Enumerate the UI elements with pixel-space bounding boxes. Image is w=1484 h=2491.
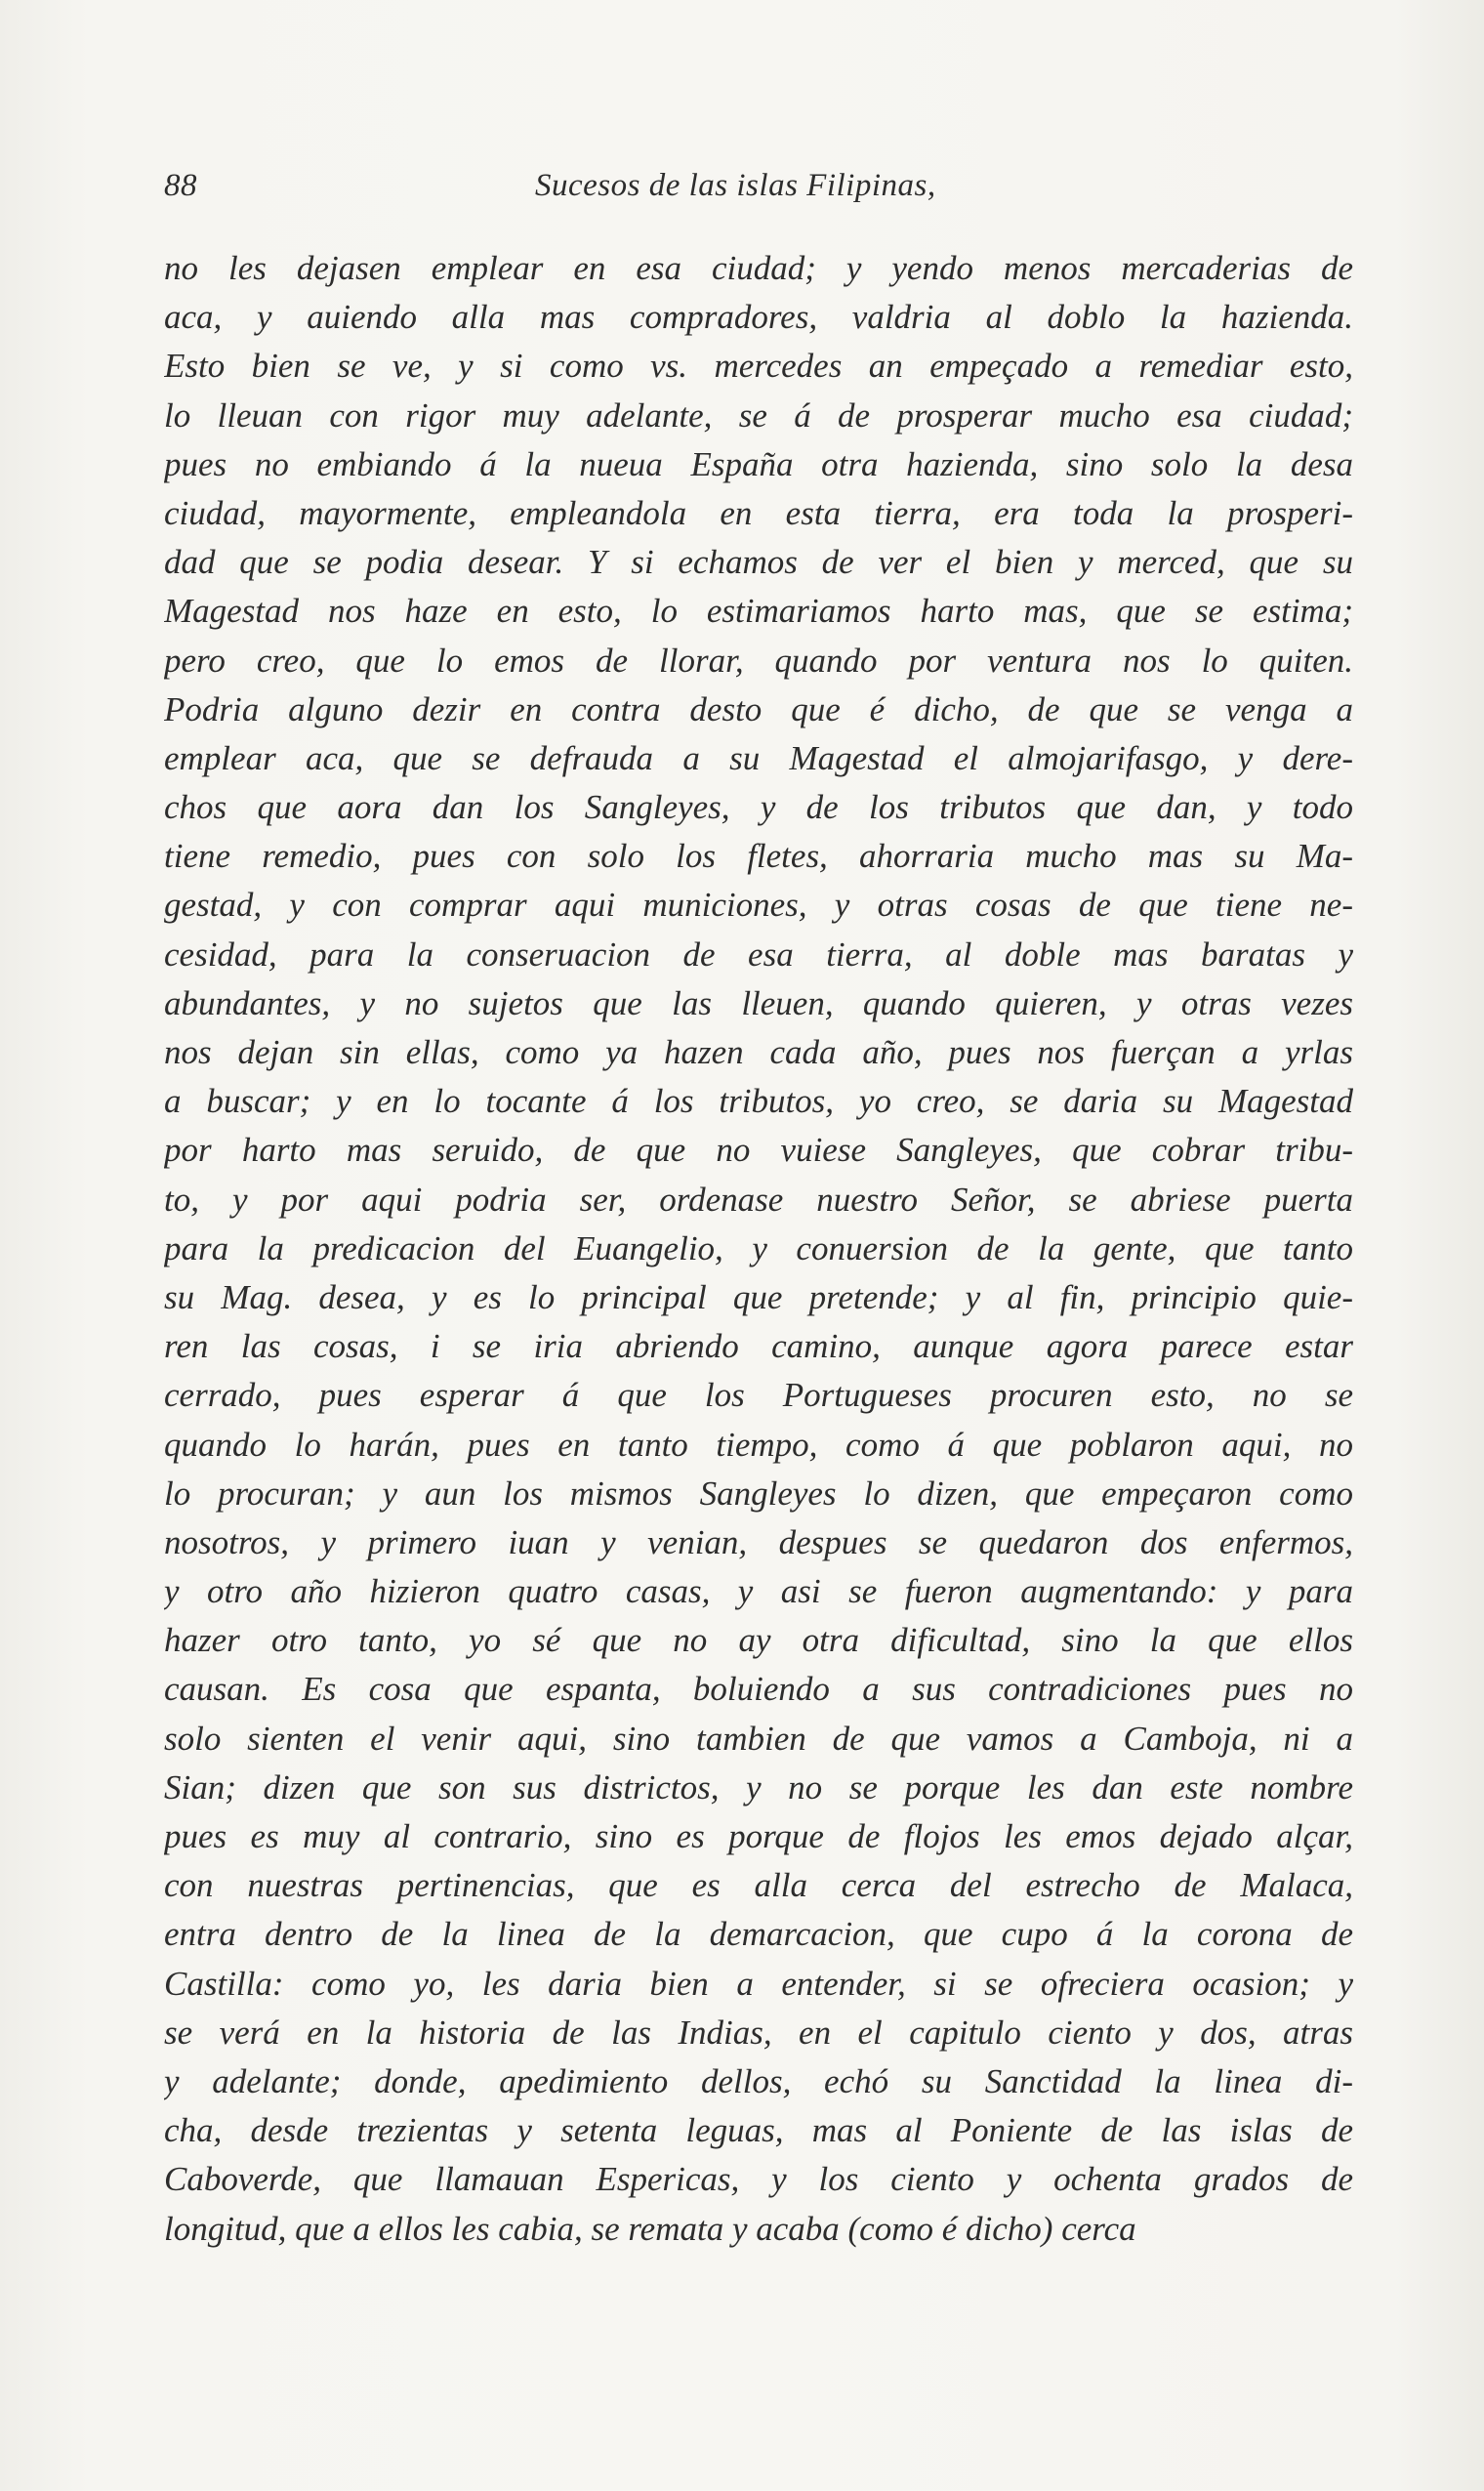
text-line: por harto mas seruido, de que no vuiese Sangleyes, que cobrar tribu- — [164, 1131, 1353, 1170]
text-line: con nuestras pertinencias, que es alla cerca del estrecho de Malaca, — [164, 1866, 1353, 1905]
text-line: Podria alguno dezir en contra desto que é dicho, de que se venga a — [164, 689, 1353, 728]
text-line: pues no embiando á la nueua España otra hazienda, sino solo la desa — [164, 444, 1353, 483]
text-line: entra dentro de la linea de la demarcacion, que cupo á la corona de — [164, 1915, 1353, 1954]
text-line: y otro año hizieron quatro casas, y asi se fueron augmentando: y para — [164, 1572, 1353, 1611]
text-line: ren las cosas, i se iria abriendo camino, aunque agora parece estar — [164, 1327, 1353, 1366]
text-line: para la predicacion del Euangelio, y conuersion de la gente, que tanto — [164, 1228, 1353, 1267]
text-line: nos dejan sin ellas, como ya hazen cada año, pues nos fuerçan a yrlas — [164, 1033, 1353, 1071]
text-line: lo lleuan con rigor muy adelante, se á de prosperar mucho esa ciudad; — [164, 395, 1353, 435]
text-line: gestad, y con comprar aqui municiones, y otras cosas de que tiene ne- — [164, 886, 1353, 925]
text-line: abundantes, y no sujetos que las lleuen, quando quieren, y otras vezes — [164, 983, 1353, 1022]
text-line: Caboverde, que llamauan Espericas, y los ciento y ochenta grados de — [164, 2160, 1353, 2199]
text-line: cha, desde trezientas y setenta leguas, mas al Poniente de las islas de — [164, 2111, 1353, 2150]
text-line: hazer otro tanto, yo sé que no ay otra dificultad, sino la que ellos — [164, 1621, 1353, 1660]
text-line: pues es muy al contrario, sino es porque de flojos les emos dejado alçar, — [164, 1817, 1353, 1855]
text-line: quando lo harán, pues en tanto tiempo, como á que poblaron aqui, no — [164, 1425, 1353, 1464]
text-line: no les dejasen emplear en esa ciudad; y yendo menos mercaderias de — [164, 249, 1353, 287]
text-line: tiene remedio, pues con solo los fletes, ahorraria mucho mas su Ma- — [164, 837, 1353, 876]
text-line: ciudad, mayormente, empleandola en esta tierra, era toda la prosperi- — [164, 493, 1353, 532]
text-line: to, y por aqui podria ser, ordenase nuestro Señor, se abriese puerta — [164, 1180, 1353, 1219]
text-line: cerrado, pues esperar á que los Portugueses procuren esto, no se — [164, 1376, 1353, 1415]
text-line: Castilla: como yo, les daria bien a entender, si se ofreciera ocasion; y — [164, 1964, 1353, 2003]
page-header — [164, 168, 1345, 227]
text-line: se verá en la historia de las Indias, en el capitulo ciento y dos, atras — [164, 2013, 1353, 2052]
text-line: a buscar; y en lo tocante á los tributos, yo creo, se daria su Magestad — [164, 1082, 1353, 1121]
text-line: chos que aora dan los Sangleyes, y de los tributos que dan, y todo — [164, 788, 1353, 827]
page-number: 88 — [164, 168, 197, 203]
text-line: Esto bien se ve, y si como vs. mercedes an empeçado a remediar esto, — [164, 347, 1353, 386]
text-line: dad que se podia desear. Y si echamos de ver el bien y merced, que su — [164, 543, 1353, 582]
running-title: Sucesos de las islas Filipinas, — [535, 168, 936, 203]
text-line: emplear aca, que se defrauda a su Magestad el almojarifasgo, y dere- — [164, 738, 1353, 777]
text-line: Sian; dizen que son sus districtos, y no se porque les dan este nombre — [164, 1767, 1353, 1806]
text-line: longitud, que a ellos les cabia, se remata y acaba (como é dicho) cerca — [164, 2209, 1136, 2248]
text-line: nosotros, y primero iuan y venian, despues se quedaron dos enfermos, — [164, 1522, 1353, 1561]
text-line: lo procuran; y aun los mismos Sangleyes lo dizen, que empeçaron como — [164, 1474, 1353, 1513]
text-line: pero creo, que lo emos de llorar, quando por ventura nos lo quiten. — [164, 641, 1353, 680]
text-line: Magestad nos haze en esto, lo estimariamos harto mas, que se estima; — [164, 592, 1353, 631]
text-line: aca, y auiendo alla mas compradores, valdria al doblo la hazienda. — [164, 298, 1353, 337]
text-line: solo sienten el venir aqui, sino tambien de que vamos a Camboja, ni a — [164, 1719, 1353, 1758]
body-text — [164, 244, 1353, 2254]
text-line: causan. Es cosa que espanta, boluiendo a sus contradiciones pues no — [164, 1670, 1353, 1709]
text-line: cesidad, para la conseruacion de esa tierra, al doble mas baratas y — [164, 934, 1353, 974]
text-line: su Mag. desea, y es lo principal que pretende; y al fin, principio quie- — [164, 1277, 1353, 1316]
text-line: y adelante; donde, apedimiento dellos, echó su Sanctidad la linea di- — [164, 2061, 1353, 2100]
